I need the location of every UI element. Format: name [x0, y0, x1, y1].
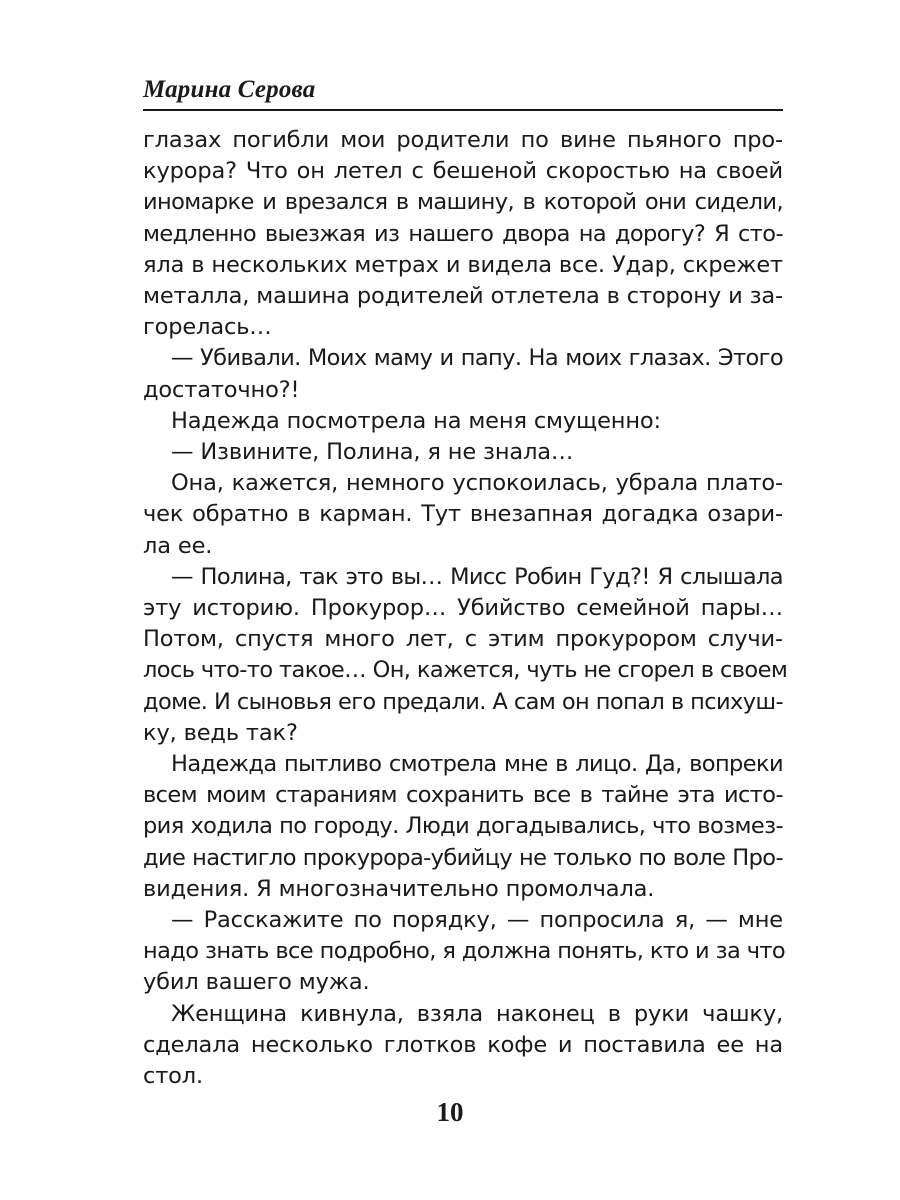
- text-line: чек обратно в карман. Тут внезапная догадка озари-: [143, 501, 783, 528]
- body-text: [143, 125, 788, 1092]
- text-line: доме. И сыновья его предали. А сам он попал в психуш-: [143, 688, 783, 715]
- text-line: лось что-то такое… Он, кажется, чуть не сгорел в своем: [143, 657, 788, 684]
- text-line: ку, ведь так?: [143, 719, 298, 746]
- text-line: глазах погибли мои родители по вине пьяного про-: [143, 127, 783, 153]
- text-line: Надежда посмотрела на меня смущенно:: [171, 407, 661, 434]
- text-line: — Убивали. Моих маму и папу. На моих глазах. Этого: [171, 345, 783, 372]
- text-line: надо знать все подробно, я должна понять, кто и за что: [143, 938, 786, 965]
- text-line: стол.: [143, 1063, 204, 1090]
- text-line: рия ходила по городу. Люди догадывались, что возмез-: [143, 813, 783, 840]
- text-line: Надежда пытливо смотрела мне в лицо. Да, вопреки: [171, 751, 783, 778]
- header-rule: [143, 109, 783, 111]
- text-line: курора? Что он летел с бешеной скоростью на своей: [143, 158, 783, 185]
- text-line: ла ее.: [143, 532, 213, 559]
- text-line: медленно выезжая из нашего двора на дорогу? Я сто-: [143, 220, 783, 247]
- text-line: эту историю. Прокурор… Убийство семейной пары…: [143, 595, 783, 622]
- text-line: иномарке и врезался в машину, в которой они сидели,: [143, 189, 783, 216]
- text-line: — Извините, Полина, я не знала…: [171, 439, 574, 466]
- text-line: достаточно?!: [143, 376, 300, 403]
- text-line: Женщина кивнула, взяла наконец в руки чашку,: [171, 1000, 783, 1027]
- text-line: — Расскажите по порядку, — попросила я, — мне: [171, 907, 783, 934]
- text-line: видения. Я многозначительно промолчала.: [143, 875, 655, 902]
- running-head-author: Марина Серова: [143, 76, 316, 103]
- text-line: всем моим стараниям сохранить все в тайне эта исто-: [143, 782, 783, 809]
- text-line: горелась…: [143, 314, 272, 341]
- text-line: Потом, спустя много лет, с этим прокурором случи-: [143, 626, 783, 653]
- text-line: Она, кажется, немного успокоилась, убрала плато-: [171, 470, 783, 497]
- text-line: сделала несколько глотков кофе и поставила ее на: [143, 1031, 783, 1058]
- page-number: 10: [436, 1097, 464, 1127]
- text-line: яла в нескольких метрах и видела все. Удар, скрежет: [143, 251, 783, 278]
- text-line: металла, машина родителей отлетела в сторону и за-: [143, 283, 783, 310]
- text-line: — Полина, так это вы… Мисс Робин Гуд?! Я слышала: [171, 563, 783, 590]
- text-line: дие настигло прокурора-убийцу не только по воле Про-: [143, 844, 783, 871]
- text-line: убил вашего мужа.: [143, 969, 370, 996]
